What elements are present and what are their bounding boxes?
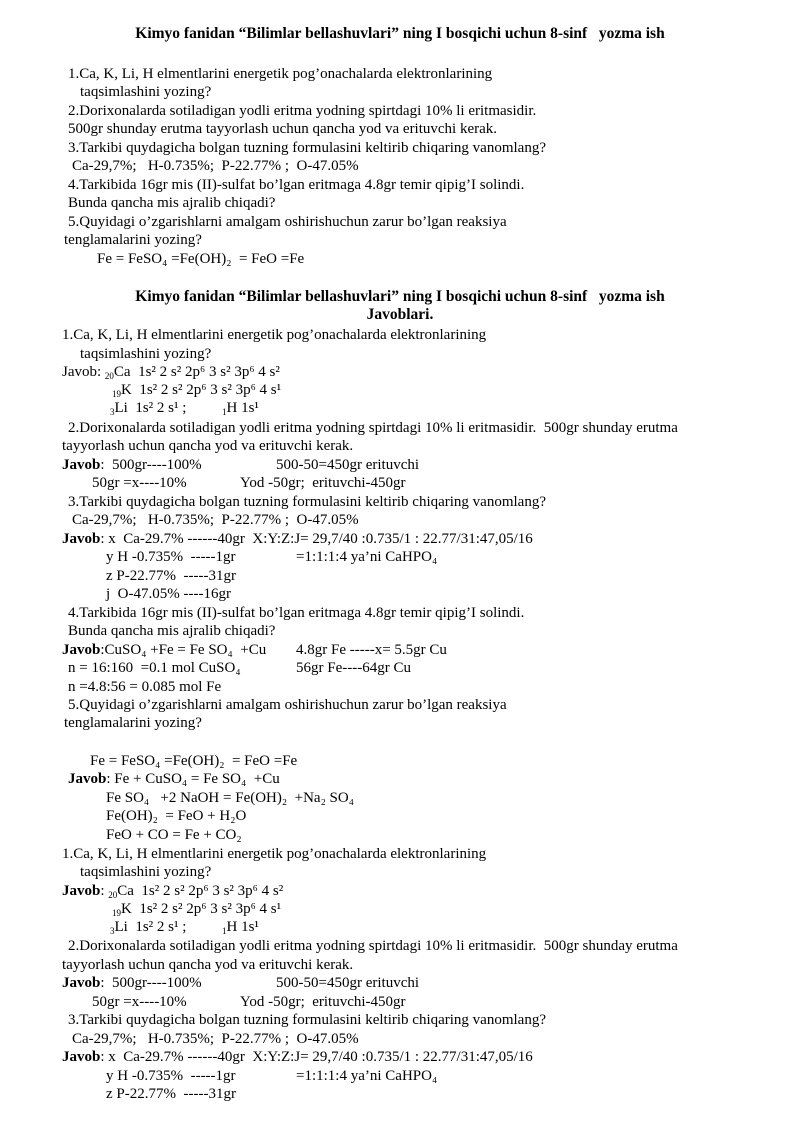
answer-q3-line-1: 3.Tarkibi quydagicha bolgan tuzning formulasini keltirib chiqaring vanomlang? xyxy=(68,494,546,510)
answer-q2-line-2: tayyorlash uchun qancha yod va erituvchi kerak. xyxy=(62,438,354,454)
answer-5-line-2: Fe SO₄ +2 NaOH = Fe(OH)₂ +Na₂ SO₄ xyxy=(106,790,354,806)
answer-2-line-1b: 500-50=450gr erituvchi xyxy=(276,457,420,473)
repeat-2-line-2b: Yod -50gr; erituvchi-450gr xyxy=(240,994,406,1010)
answer-5-line-4: FeO + CO = Fe + CO₂ xyxy=(106,827,242,843)
answer-q1-line-2: taqsimlashini yozing? xyxy=(80,346,212,362)
answer-q3-line-2: Ca-29,7%; H-0.735%; P-22.77% ; O-47.05% xyxy=(72,512,359,528)
answer-3-line-3: z P-22.77% -----31gr xyxy=(106,568,236,584)
question-2-line-2: 500gr shunday erutma tayyorlash uchun qancha yod va erituvchi kerak. xyxy=(68,121,498,137)
answers-subtitle: Javoblari. xyxy=(366,306,434,323)
answer-3-line-1: Javob: x Ca-29.7% ------40gr X:Y:Z:J= 29,7/40 :0.735/1 : 22.77/31:47,05/16 xyxy=(62,531,533,547)
question-1-line-1: 1.Ca, K, Li, H elmentlarini energetik pog’onachalarda elektronlarining xyxy=(68,66,493,82)
repeat-1-li: $_3$Li 1s² 2 s¹ ; xyxy=(110,919,187,936)
answer-2-line-2: 50gr =x----10% xyxy=(92,475,187,491)
repeat-1-k: $_{19}$K 1s² 2 s² 2p⁶ 3 s² 3p⁶ 4 s¹ xyxy=(112,901,282,918)
answer-q1-line-1: 1.Ca, K, Li, H elmentlarini energetik pog’onachalarda elektronlarining xyxy=(62,327,487,343)
question-4-line-1: 4.Tarkibida 16gr mis (II)-sulfat bo’lgan eritmaga 4.8gr temir qipig’I solindi. xyxy=(68,177,525,193)
repeat-2-line-1b: 500-50=450gr erituvchi xyxy=(276,975,420,991)
repeat-3-line-2b: =1:1:1:4 ya’ni CaHPO₄ xyxy=(296,1068,438,1084)
answer-2-line-2b: Yod -50gr; erituvchi-450gr xyxy=(240,475,406,491)
answer-5-line-3: Fe(OH)₂ = FeO + H₂O xyxy=(106,808,247,824)
repeat-q2-line-2: tayyorlash uchun qancha yod va erituvchi kerak. xyxy=(62,957,354,973)
answer-5-line-1: Javob: Fe + CuSO₄ = Fe SO₄ +Cu xyxy=(68,771,280,787)
repeat-q3-line-2: Ca-29,7%; H-0.735%; P-22.77% ; O-47.05% xyxy=(72,1031,359,1047)
li-config: Li 1s² 2 s¹ ; xyxy=(114,400,187,416)
k-config: K 1s² 2 s² 2p⁶ 3 s² 3p⁶ 4 s¹ xyxy=(121,382,282,398)
answer-4-line-3: n =4.8:56 = 0.085 mol Fe xyxy=(68,679,222,695)
answer-4-line-1b: 4.8gr Fe -----x= 5.5gr Cu xyxy=(296,642,447,658)
repeat-q1-line-1: 1.Ca, K, Li, H elmentlarini energetik pog’onachalarda elektronlarining xyxy=(62,846,487,862)
question-1-line-2: taqsimlashini yozing? xyxy=(80,84,212,100)
repeat-q1-line-2: taqsimlashini yozing? xyxy=(80,864,212,880)
answer-4-line-1: Javob:CuSO₄ +Fe = Fe SO₄ +Cu xyxy=(62,642,267,658)
answer-q5-line-2: tenglamalarini yozing? xyxy=(64,715,202,731)
answer-3-line-4: j O-47.05% ----16gr xyxy=(106,586,231,602)
answer-q4-line-2: Bunda qancha mis ajralib chiqadi? xyxy=(68,623,276,639)
answer-1-li: $_3$Li 1s² 2 s¹ ; xyxy=(110,400,187,417)
answer-1-k: $_{19}$K 1s² 2 s² 2p⁶ 3 s² 3p⁶ 4 s¹ xyxy=(112,382,282,399)
repeat-q3-line-1: 3.Tarkibi quydagicha bolgan tuzning formulasini keltirib chiqaring vanomlang? xyxy=(68,1012,546,1028)
answer-1-ca: Javob: $_{20}$Ca 1s² 2 s² 2p⁶ 3 s² 3p⁶ 4 s² xyxy=(62,364,280,381)
ca-config: Ca 1s² 2 s² 2p⁶ 3 s² 3p⁶ 4 s² xyxy=(113,364,280,380)
question-5-line-1: 5.Quyidagi o’zgarishlarni amalgam oshirishuchun zarur bo’lgan reaksiya xyxy=(68,214,507,230)
answers-title: Kimyo fanidan “Bilimlar bellashuvlari” ning I bosqichi uchun 8-sinf yozma ish xyxy=(135,288,665,305)
question-5-chain: Fe = FeSO₄ =Fe(OH)₂ = FeO =Fe xyxy=(97,251,305,267)
repeat-3-line-1: Javob: x Ca-29.7% ------40gr X:Y:Z:J= 29,7/40 :0.735/1 : 22.77/31:47,05/16 xyxy=(62,1049,533,1065)
javob-label: Javob: xyxy=(62,364,105,380)
repeat-2-line-2: 50gr =x----10% xyxy=(92,994,187,1010)
answer-4-line-2: n = 16:160 =0.1 mol CuSO₄ xyxy=(68,660,241,676)
answer-q5-chain: Fe = FeSO₄ =Fe(OH)₂ = FeO =Fe xyxy=(90,753,298,769)
answer-q5-line-1: 5.Quyidagi o’zgarishlarni amalgam oshirishuchun zarur bo’lgan reaksiya xyxy=(68,697,507,713)
repeat-1-h: $_1$H 1s¹ xyxy=(222,919,259,936)
answer-q2-line-1: 2.Dorixonalarda sotiladigan yodli eritma yodning spirtdagi 10% li eritmasidir. 500gr shunday erutma xyxy=(68,420,678,436)
repeat-3-line-2: y H -0.735% -----1gr xyxy=(106,1068,236,1084)
repeat-3-line-3: z P-22.77% -----31gr xyxy=(106,1086,236,1102)
question-3-line-1: 3.Tarkibi quydagicha bolgan tuzning formulasini keltirib chiqaring vanomlang? xyxy=(68,140,546,156)
answer-q4-line-1: 4.Tarkibida 16gr mis (II)-sulfat bo’lgan eritmaga 4.8gr temir qipig’I solindi. xyxy=(68,605,525,621)
question-4-line-2: Bunda qancha mis ajralib chiqadi? xyxy=(68,195,276,211)
javob-label: Javob xyxy=(62,883,101,899)
answer-3-line-2b: =1:1:1:4 ya’ni CaHPO₄ xyxy=(296,549,438,565)
answer-2-line-1: Javob: 500gr----100% xyxy=(62,457,202,473)
answer-1-h: $_1$H 1s¹ xyxy=(222,400,259,417)
repeat-1-ca: Javob: $_{20}$Ca 1s² 2 s² 2p⁶ 3 s² 3p⁶ 4 s² xyxy=(62,883,284,900)
answer-4-line-2b: 56gr Fe----64gr Cu xyxy=(296,660,411,676)
answer-3-line-2: y H -0.735% -----1gr xyxy=(106,549,236,565)
question-2-line-1: 2.Dorixonalarda sotiladigan yodli eritma yodning spirtdagi 10% li eritmasidir. xyxy=(68,103,537,119)
page-title: Kimyo fanidan “Bilimlar bellashuvlari” ning I bosqichi uchun 8-sinf yozma ish xyxy=(135,25,665,42)
question-3-line-2: Ca-29,7%; H-0.735%; P-22.77% ; O-47.05% xyxy=(72,158,359,174)
repeat-2-line-1: Javob: 500gr----100% xyxy=(62,975,202,991)
h-config: H 1s¹ xyxy=(226,400,259,416)
question-5-line-2: tenglamalarini yozing? xyxy=(64,232,202,248)
repeat-q2-line-1: 2.Dorixonalarda sotiladigan yodli eritma yodning spirtdagi 10% li eritmasidir. 500gr shunday erutma xyxy=(68,938,678,954)
